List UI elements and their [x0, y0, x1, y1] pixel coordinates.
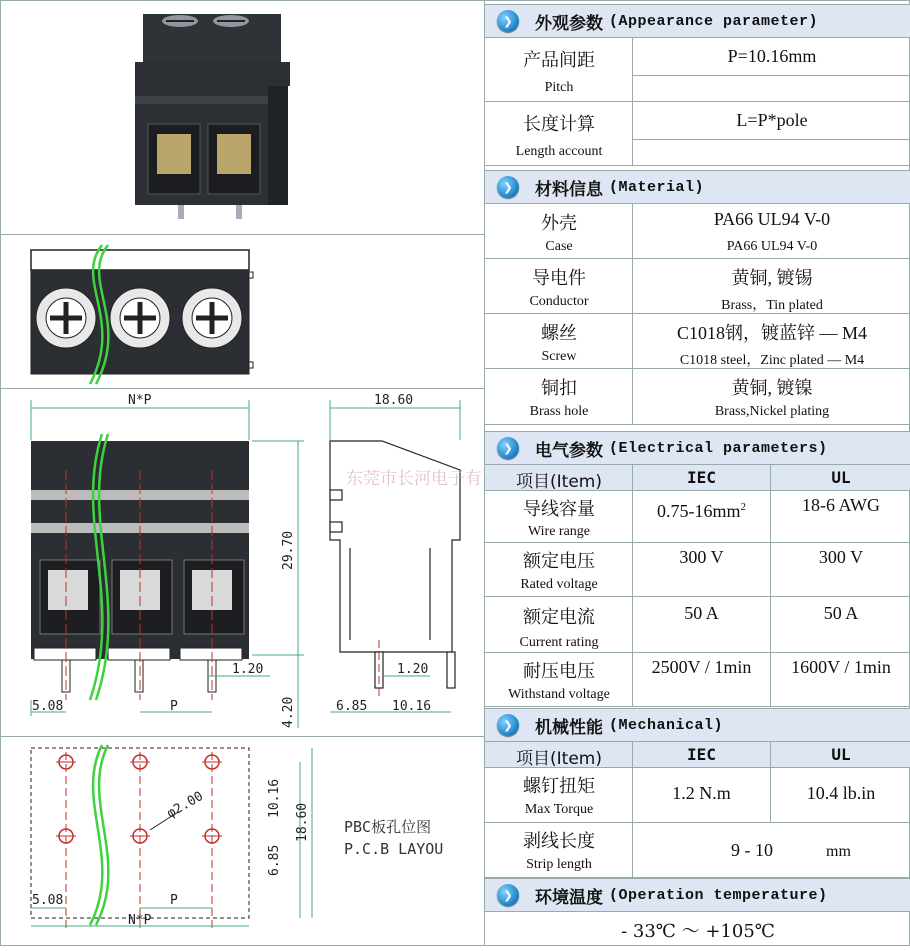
row-screw — [485, 314, 910, 369]
label-en: Strip length — [526, 857, 592, 872]
dim-pin-1-20-side: 1.20 — [397, 662, 429, 677]
header-item: 项目(Item) — [516, 472, 602, 492]
row-max-torque — [485, 768, 910, 823]
chevron-right-icon: ❯ — [497, 437, 519, 459]
watermark: 东莞市长河电子有 — [346, 469, 482, 489]
label-en: Brass hole — [529, 404, 589, 419]
section-mechanical — [485, 708, 910, 742]
dim-pcb-18-60: 18.60 — [295, 802, 310, 842]
label-en: Rated voltage — [520, 577, 598, 592]
label-cn: 螺钉扭矩 — [523, 776, 595, 797]
product-photo — [135, 14, 290, 219]
dim-pin-1-20-front: 1.20 — [232, 662, 264, 677]
dim-np-bottom: N*P — [128, 913, 152, 928]
label-cn: 铜扣 — [541, 378, 577, 399]
header-iec: IEC — [687, 468, 716, 487]
label-en: Current rating — [519, 635, 599, 650]
section-title-cn: 电气参数 — [535, 440, 603, 461]
chevron-right-icon: ❯ — [497, 884, 519, 906]
brass-hole-value-en: Brass,Nickel plating — [714, 404, 830, 419]
row-brass-hole — [485, 369, 910, 425]
label-cn: 导线容量 — [523, 499, 595, 520]
label-cn: 产品间距 — [523, 50, 595, 71]
divider — [0, 736, 484, 737]
rated-voltage-ul: 300 V — [818, 547, 864, 567]
conductor-value: 黄铜, 镀锡 — [731, 268, 813, 288]
mechanical-header — [485, 742, 910, 768]
dim-height-4-20: 4.20 — [281, 696, 296, 728]
torque-iec: 1.2 N.m — [672, 783, 731, 803]
wire-range-ul: 18-6 AWG — [801, 495, 881, 515]
header-ul: UL — [831, 468, 851, 487]
section-title-cn: 环境温度 — [535, 887, 603, 908]
dim-side-6-85: 6.85 — [336, 699, 368, 714]
label-en: Length account — [515, 144, 603, 159]
pcb-hole-view — [31, 748, 249, 932]
dim-pitch-p-pcb: P — [170, 893, 178, 908]
brass-hole-value: 黄铜, 镀镍 — [731, 378, 813, 398]
label-cn: 螺丝 — [541, 323, 577, 344]
dim-hole-diameter: φ2.00 — [164, 788, 206, 822]
dim-edge-5-08-front: 5.08 — [32, 699, 64, 714]
label-cn: 额定电流 — [523, 607, 595, 628]
wire-range-iec: $0.75-16mm^2$ — [657, 501, 746, 521]
row-wire-range — [485, 491, 910, 543]
temperature-value: - 33℃ ～ +105℃ — [621, 921, 775, 942]
chevron-right-icon: ❯ — [497, 176, 519, 198]
withstand-voltage-iec: 2500V / 1min — [651, 657, 752, 677]
section-title-en: (Operation temperature) — [609, 886, 828, 904]
label-cn: 导电件 — [532, 268, 586, 289]
chevron-right-icon: ❯ — [497, 714, 519, 736]
row-temperature — [485, 912, 910, 946]
row-pitch — [485, 38, 910, 102]
section-appearance — [485, 4, 910, 38]
current-rating-ul: 50 A — [823, 603, 859, 623]
label-cn: 外壳 — [541, 213, 577, 234]
dim-pcb-6-85: 6.85 — [267, 844, 282, 876]
row-conductor — [485, 259, 910, 314]
label-en: Pitch — [544, 80, 574, 95]
front-view — [31, 441, 249, 700]
rated-voltage-iec: 300 V — [679, 547, 724, 567]
dim-pitch-p-front: P — [170, 699, 178, 714]
length-value: L=P*pole — [736, 110, 808, 130]
dim-width-18-60: 18.60 — [374, 393, 414, 408]
section-environment — [485, 878, 910, 912]
label-en: Screw — [541, 349, 577, 364]
label-en: Wire range — [527, 524, 590, 539]
row-case — [485, 204, 910, 259]
row-strip-length — [485, 823, 910, 878]
row-current-rating — [485, 597, 910, 653]
top-view — [31, 250, 253, 374]
section-electrical — [485, 431, 910, 465]
label-en: Withstand voltage — [508, 687, 610, 702]
case-value-en: PA66 UL94 V-0 — [726, 239, 818, 254]
section-title-en: (Mechanical) — [609, 716, 724, 734]
label-cn: 额定电压 — [523, 551, 595, 572]
torque-ul: 10.4 lb.in — [806, 783, 876, 803]
section-title-cn: 材料信息 — [535, 179, 603, 200]
row-rated-voltage — [485, 543, 910, 597]
dim-height-29-70: 29.70 — [281, 530, 296, 570]
case-value: PA66 UL94 V-0 — [713, 209, 831, 229]
label-en: Case — [545, 239, 573, 254]
section-title-cn: 外观参数 — [535, 13, 603, 34]
chevron-right-icon: ❯ — [497, 10, 519, 32]
section-title-en: (Material) — [609, 178, 705, 196]
label-en: Conductor — [529, 294, 589, 309]
conductor-value-en: Brass，Tin plated — [721, 298, 823, 313]
strip-length-unit: mm — [826, 843, 851, 860]
label-cn: 耐压电压 — [523, 661, 595, 682]
section-title-en: (Electrical parameters) — [609, 439, 828, 457]
label-cn: 长度计算 — [523, 114, 595, 135]
screw-value-en: C1018 steel，Zinc plated — M4 — [679, 353, 865, 368]
label-cn: 剥线长度 — [523, 831, 595, 852]
row-withstand-voltage — [485, 653, 910, 707]
withstand-voltage-ul: 1600V / 1min — [791, 657, 891, 677]
pcb-label-cn: PBC板孔位图 — [344, 818, 432, 836]
strip-length-value: 9 - 10 — [731, 840, 773, 860]
pitch-value: P=10.16mm — [727, 46, 817, 66]
electrical-header — [485, 465, 910, 491]
dim-pcb-10-16: 10.16 — [267, 778, 282, 818]
section-title-en: (Appearance parameter) — [609, 12, 819, 30]
label-en: Max Torque — [524, 802, 594, 817]
parameter-table — [484, 0, 910, 946]
header-iec: IEC — [687, 745, 716, 764]
dim-np-top: N*P — [128, 393, 152, 408]
header-item: 项目(Item) — [516, 749, 602, 769]
divider — [0, 234, 484, 235]
current-rating-iec: 50 A — [684, 603, 719, 623]
screw-value: C1018钢，镀蓝锌 — M4 — [676, 323, 867, 343]
dim-side-10-16: 10.16 — [392, 699, 432, 714]
pcb-label-en: P.C.B LAYOU — [344, 840, 444, 858]
section-title-cn: 机械性能 — [535, 717, 603, 738]
section-material — [485, 170, 910, 204]
header-ul: UL — [831, 745, 851, 764]
row-length — [485, 102, 910, 166]
dim-edge-5-08-pcb: 5.08 — [32, 893, 64, 908]
divider — [0, 388, 484, 389]
